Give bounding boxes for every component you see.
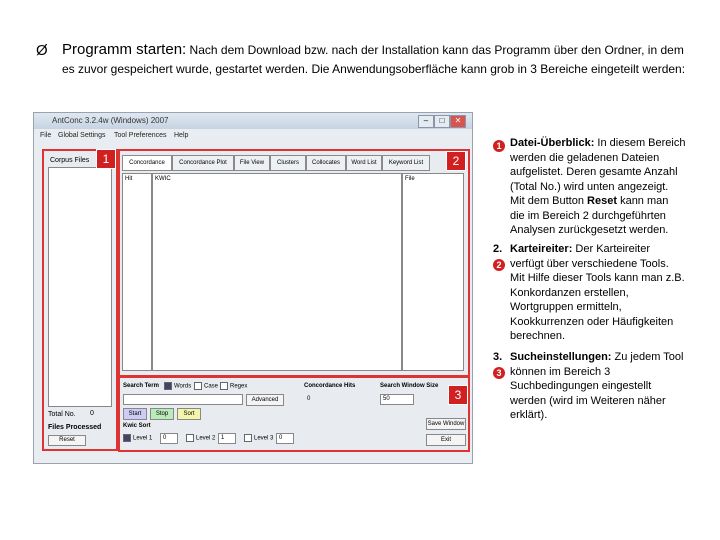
item3-marker: 3 — [493, 367, 505, 379]
level3-select[interactable]: 0 — [276, 433, 294, 444]
file-column[interactable] — [402, 173, 464, 371]
save-window-button[interactable]: Save Window — [426, 418, 466, 430]
start-button[interactable]: Start — [123, 408, 147, 420]
item2-number: 2. — [493, 243, 503, 255]
level1-select[interactable]: 0 — [160, 433, 178, 444]
item-search-settings — [510, 350, 710, 423]
item2-line: Der Karteireiter — [572, 243, 650, 255]
case-checkbox[interactable]: Case — [194, 382, 218, 390]
tab-clusters[interactable]: Clusters — [270, 155, 306, 171]
heading-text-cont: es zuvor gespeichert wurde, gestartet werden. Die Anwendungsoberfläche kann grob in 3 Bereiche eingeteilt werden: — [62, 62, 686, 76]
item3-line: Suchbedingungen eingestellt — [510, 380, 652, 392]
heading — [62, 42, 712, 58]
total-no-label: Total No. — [48, 411, 76, 418]
item2-line: Mit Hilfe dieser Tools kann man z.B. — [510, 272, 685, 284]
item2-title: Karteireiter: — [510, 243, 573, 255]
item3-title: Sucheinstellungen: — [510, 351, 612, 363]
tab-concordance[interactable]: Concordance — [122, 155, 172, 171]
search-term-input[interactable] — [123, 394, 243, 405]
corpus-files-list[interactable] — [48, 167, 112, 407]
kwic-sort-label: Kwic Sort — [123, 423, 151, 429]
badge-1: 1 — [96, 149, 116, 169]
item3-line: können im Bereich 3 — [510, 365, 611, 378]
kwic-column[interactable] — [152, 173, 402, 371]
item1-reset-word: Reset — [587, 195, 618, 207]
stop-button[interactable]: Stop — [150, 408, 174, 420]
search-window-input[interactable]: 50 — [380, 394, 414, 405]
item2-line: berechnen. — [510, 330, 566, 342]
item1-line: aufgelistet. Deren gesamte Anzahl — [510, 166, 678, 178]
level2-checkbox[interactable]: Level 2 — [186, 434, 215, 442]
menu-global-settings[interactable]: Global Settings — [58, 132, 106, 139]
heading-title: Programm starten: — [62, 41, 187, 58]
minimize-button[interactable]: – — [418, 115, 434, 128]
badge-2: 2 — [446, 151, 466, 171]
level1-checkbox[interactable]: Level 1 — [123, 434, 152, 442]
item1-title: Datei-Überblick: — [510, 137, 595, 149]
files-processed-label: Files Processed — [48, 424, 102, 431]
corpus-files-label: Corpus Files — [50, 157, 90, 164]
item3-line: erklärt). — [510, 409, 548, 421]
item1-line: (Total No.) wird unten angezeigt. — [510, 180, 669, 193]
menubar — [34, 131, 472, 143]
item1-line: Mit dem Button — [510, 195, 588, 207]
level3-checkbox[interactable]: Level 3 — [244, 434, 273, 442]
heading-text: Nach dem Download bzw. nach der Installation kann das Programm über den Ordner, in dem — [186, 43, 684, 57]
reset-button[interactable]: Reset — [48, 435, 86, 446]
item1-line: kann man — [617, 195, 669, 207]
tab-file-view[interactable]: File View — [234, 155, 270, 171]
badge-3: 3 — [448, 385, 468, 405]
item2-line: Kookkurrenzen oder Häufigkeiten — [510, 315, 674, 328]
total-no-value: 0 — [90, 410, 94, 417]
region-search-settings — [118, 376, 470, 452]
exit-button[interactable]: Exit — [426, 434, 466, 446]
advanced-button[interactable]: Advanced — [246, 394, 284, 406]
region-file-overview — [42, 149, 118, 451]
tab-concordance-plot[interactable]: Concordance Plot — [172, 155, 234, 171]
item3-number: 3. — [493, 351, 503, 363]
kwic-header: KWIC — [155, 176, 171, 182]
regex-checkbox[interactable]: Regex — [220, 382, 247, 390]
item-tabs — [510, 242, 710, 344]
item2-line: Konkordanzen erstellen, — [510, 286, 629, 299]
app-screenshot — [33, 112, 473, 464]
item2-line: verfügt über verschiedene Tools. — [510, 257, 669, 270]
window-titlebar — [34, 113, 472, 129]
window-title: AntConc 3.2.4w (Windows) 2007 — [52, 116, 169, 125]
bullet-arrow-icon: Ø — [36, 42, 48, 59]
item1-marker: 1 — [493, 140, 505, 152]
close-button[interactable]: ✕ — [450, 115, 466, 128]
sort-button[interactable]: Sort — [177, 408, 201, 420]
item1-line: In diesem Bereich — [594, 137, 686, 149]
item3-line: Zu jedem Tool — [611, 351, 684, 363]
item1-line: werden die geladenen Dateien — [510, 151, 660, 164]
item3-line: werden (wird im Weiteren näher — [510, 394, 666, 407]
item-file-overview — [510, 136, 710, 238]
item1-line: Analysen zurückgesetzt werden. — [510, 224, 669, 236]
menu-help[interactable]: Help — [174, 132, 189, 139]
words-checkbox[interactable]: Words — [164, 382, 191, 390]
search-term-label: Search Term — [123, 383, 159, 389]
file-header: File — [405, 176, 415, 182]
item2-line: Wortgruppen ermitteln, — [510, 301, 622, 313]
menu-file[interactable]: File — [40, 132, 52, 139]
tab-word-list[interactable]: Word List — [346, 155, 382, 171]
menu-tool-preferences[interactable]: Tool Preferences — [114, 132, 167, 139]
hits-value: 0 — [307, 396, 311, 402]
search-window-label: Search Window Size — [380, 383, 439, 389]
hits-label: Concordance Hits — [304, 383, 356, 389]
maximize-button[interactable]: □ — [434, 115, 450, 128]
hit-header: Hit — [125, 176, 133, 182]
level2-select[interactable]: 1 — [218, 433, 236, 444]
item2-marker: 2 — [493, 259, 505, 271]
hit-column[interactable] — [122, 173, 152, 371]
region-tabs — [118, 149, 470, 377]
tab-collocates[interactable]: Collocates — [306, 155, 346, 171]
item1-line: die im Bereich 2 durchgeführten — [510, 209, 666, 222]
tab-keyword-list[interactable]: Keyword List — [382, 155, 430, 171]
